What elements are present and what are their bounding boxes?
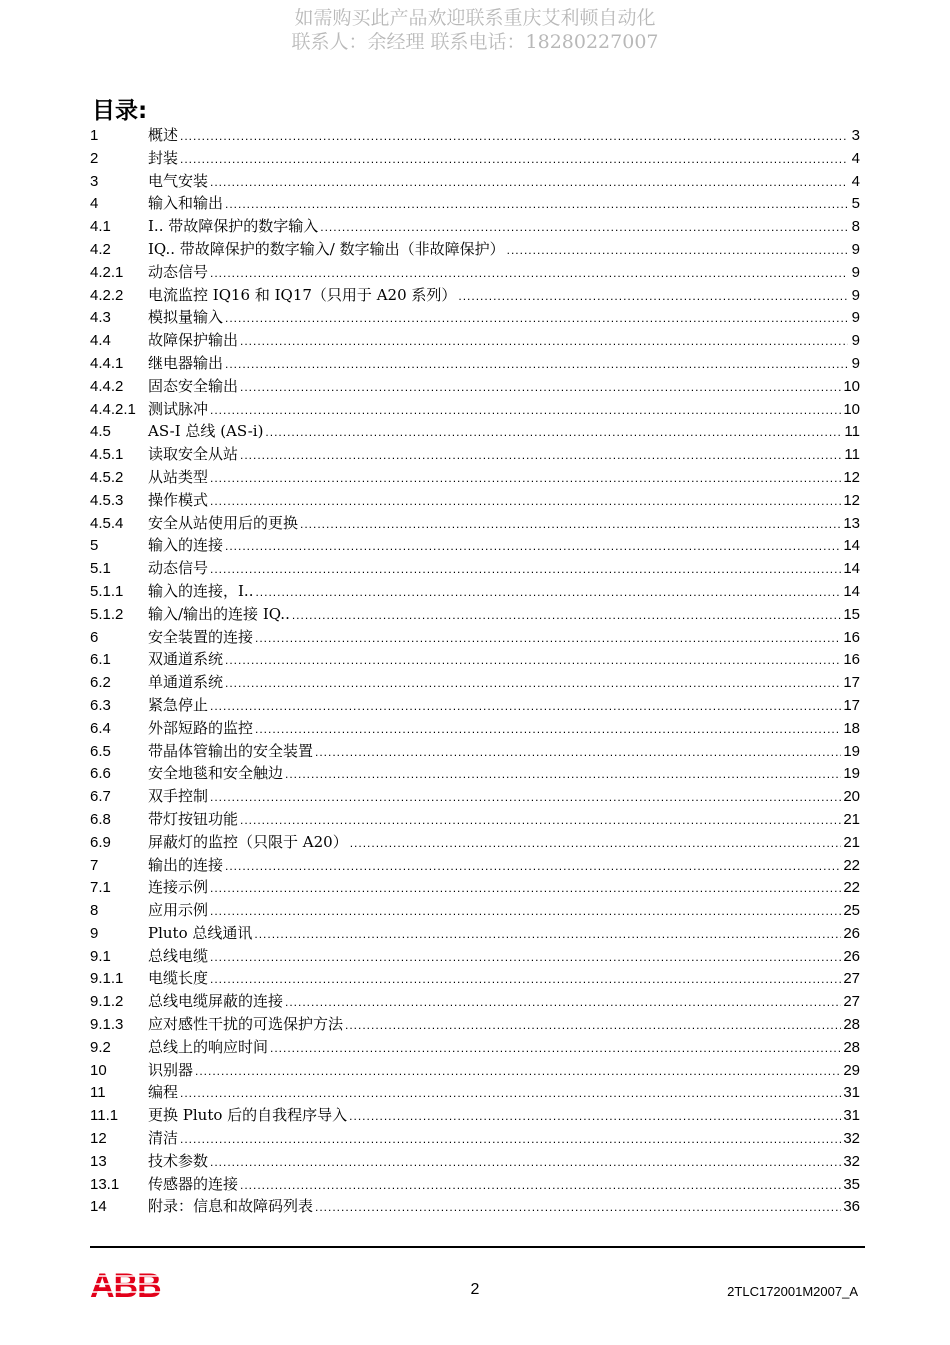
toc-entry-leader (210, 950, 841, 964)
document-code: 2TLC172001M2007_A (727, 1284, 858, 1299)
toc-entry-title: 故障保护输出 (148, 331, 239, 350)
toc-entry-number: 4.5.4 (90, 514, 124, 532)
toc-entry[interactable] (90, 899, 860, 922)
toc-entry-number: 5 (90, 537, 99, 555)
toc-entry-page: 20 (843, 788, 860, 806)
toc-entry-number: 7.1 (90, 879, 111, 897)
toc-entry-title: 概述 (148, 126, 179, 144)
toc-entry-leader (255, 585, 841, 599)
toc-entry-number: 6.8 (90, 810, 111, 828)
toc-entry-title: Pluto 总线通讯 (148, 923, 253, 942)
toc-entry-leader (210, 266, 848, 280)
toc-title: 目录: (92, 98, 148, 124)
toc-entry-title: 从站类型 (148, 467, 209, 486)
toc-entry-leader (210, 494, 841, 508)
toc-entry-leader (315, 1200, 841, 1214)
toc-entry-title: 输入/输出的连接 IQ.. (148, 604, 290, 623)
toc-entry-leader (320, 220, 848, 234)
toc-entry-title: 单通道系统 (148, 673, 224, 692)
toc-entry-leader (255, 631, 841, 645)
toc-entry-page: 35 (843, 1175, 860, 1193)
toc-entry-title: 屏蔽灯的监控（只限于 A20） (148, 832, 348, 851)
toc-entry-title: 操作模式 (148, 490, 209, 509)
toc-entry-page: 9 (851, 263, 860, 281)
toc-entry-title: 应用示例 (148, 901, 209, 920)
toc-entry[interactable] (90, 489, 860, 512)
toc-entry[interactable] (90, 808, 860, 831)
toc-entry-number: 13.1 (90, 1175, 120, 1193)
toc-entry-number: 9.1.1 (90, 970, 124, 988)
toc-entry-number: 6.9 (90, 833, 111, 851)
toc-entry-title: 输出的连接 (148, 855, 224, 874)
toc-entry-number: 1 (90, 127, 99, 144)
toc-entry[interactable] (90, 466, 860, 489)
toc-entry-page: 32 (843, 1130, 860, 1148)
footer-divider (90, 1246, 865, 1248)
toc-entry-number: 11 (90, 1084, 106, 1102)
toc-entry-number: 6.5 (90, 742, 111, 760)
toc-entry-leader (210, 562, 841, 576)
toc-entry-page: 21 (843, 810, 860, 828)
toc-entry-title: 传感器的连接 (148, 1174, 239, 1193)
toc-entry-number: 6.1 (90, 651, 111, 669)
toc-entry-title: 识别器 (148, 1060, 194, 1079)
toc-entry[interactable] (90, 443, 860, 466)
toc-entry-leader (225, 311, 848, 325)
toc-entry-title: 安全装置的连接 (148, 627, 254, 646)
svg-text:ABB: ABB (90, 1268, 161, 1300)
toc-entry[interactable] (90, 626, 860, 649)
watermark-line-1: 如需购买此产品欢迎联系重庆艾利顿自动化 (294, 7, 656, 29)
toc-entry-number: 9.1.2 (90, 993, 124, 1011)
toc-entry[interactable] (90, 238, 860, 261)
toc-entry-title: 模拟量输入 (148, 308, 224, 327)
toc-entry-number: 9.1 (90, 947, 111, 965)
toc-entry[interactable] (90, 375, 860, 398)
toc-entry[interactable] (90, 124, 860, 147)
toc-entry[interactable] (90, 1104, 860, 1127)
toc-entry-page: 16 (843, 628, 860, 646)
toc-entry-page: 22 (843, 879, 860, 897)
toc-entry-title: 输入和输出 (148, 194, 224, 213)
toc-entry[interactable] (90, 1036, 860, 1059)
toc-entry-leader (507, 243, 848, 257)
toc-entry-page: 28 (843, 1038, 860, 1056)
toc-entry-title: 安全地毯和安全触边 (148, 764, 284, 783)
toc-entry-number: 4.5.1 (90, 446, 124, 464)
toc-entry-leader (285, 767, 841, 781)
toc-entry-leader (225, 653, 841, 667)
toc-entry-title: I.. 带故障保护的数字输入 (148, 217, 319, 236)
toc-entry-title: 动态信号 (148, 262, 209, 281)
toc-entry-page: 15 (843, 605, 860, 623)
toc-entry-number: 5.1.1 (90, 582, 124, 600)
toc-entry-leader (240, 334, 848, 348)
toc-entry-number: 3 (90, 172, 99, 190)
toc-entry[interactable] (90, 329, 860, 352)
toc-entry-leader (255, 722, 841, 736)
toc-entry-title: IQ.. 带故障保护的数字输入/ 数字输出（非故障保护） (148, 239, 505, 258)
toc-entry-page: 10 (843, 400, 860, 418)
toc-entry-title: 连接示例 (148, 878, 209, 897)
toc-entry-leader (195, 1064, 841, 1078)
toc-entry[interactable] (90, 398, 860, 421)
toc-entry-number: 12 (90, 1130, 107, 1148)
toc-entry-page: 11 (844, 446, 860, 464)
toc-entry[interactable] (90, 420, 860, 443)
toc-entry-page: 19 (843, 765, 860, 783)
toc-entry[interactable] (90, 671, 860, 694)
toc-entry-leader (210, 904, 841, 918)
toc-entry-number: 13 (90, 1152, 107, 1170)
toc-entry-page: 32 (843, 1152, 860, 1170)
toc-entry[interactable] (90, 740, 860, 763)
toc-entry[interactable] (90, 1081, 860, 1104)
toc-entry-number: 9.1.3 (90, 1016, 124, 1034)
toc-entry-leader (210, 972, 841, 986)
toc-entry-title: 外部短路的监控 (148, 718, 254, 737)
toc-entry-title: 安全从站使用后的更换 (148, 513, 299, 532)
toc-entry-leader (210, 403, 841, 417)
toc-entry-page: 9 (851, 286, 860, 304)
toc-entry-title: 清洁 (148, 1129, 179, 1148)
toc-entry-number: 6.3 (90, 696, 111, 714)
toc-entry[interactable] (90, 648, 860, 671)
toc-entry-page: 3 (851, 127, 860, 144)
toc-entry-number: 4.3 (90, 309, 111, 327)
toc-entry-number: 4.4.2.1 (90, 400, 136, 418)
toc-entry[interactable] (90, 261, 860, 284)
toc-entry-title: 输入的连接 (148, 536, 224, 555)
toc-entry-title: 动态信号 (148, 559, 209, 578)
toc-entry-title: 输入的连接，I.. (148, 581, 254, 600)
toc-entry-page: 26 (843, 947, 860, 965)
toc-entry[interactable] (90, 717, 860, 740)
toc-entry-number: 8 (90, 902, 99, 920)
watermark-line-2: 联系人：余经理 联系电话：18280227007 (291, 31, 659, 53)
toc-entry-leader (315, 745, 841, 759)
toc-entry-leader (225, 357, 848, 371)
toc-entry-leader (240, 813, 841, 827)
toc-entry-page: 11 (844, 423, 860, 441)
toc-entry[interactable] (90, 1059, 860, 1082)
abb-logo (90, 1268, 172, 1300)
toc-entry-page: 14 (843, 560, 860, 578)
toc-entry[interactable] (90, 170, 860, 193)
toc-entry-leader (180, 1132, 841, 1146)
toc-entry-number: 6.4 (90, 719, 111, 737)
toc-entry-title: 电缆长度 (148, 969, 209, 988)
toc-entry-page: 13 (843, 514, 860, 532)
toc-entry-leader (458, 289, 848, 303)
toc-entry-title: 带灯按钮功能 (148, 809, 239, 828)
toc-entry-title: 电流监控 IQ16 和 IQ17（只用于 A20 系列） (148, 285, 457, 304)
toc-entry-title: 继电器输出 (148, 353, 224, 372)
toc-entry-title: 更换 Pluto 后的自我程序导入 (148, 1106, 348, 1125)
toc-entry-page: 27 (843, 970, 860, 988)
toc-entry-leader (180, 152, 848, 166)
toc-entry-page: 28 (843, 1016, 860, 1034)
toc-entry-leader (225, 197, 848, 211)
toc-entry-leader (265, 425, 842, 439)
toc-entry-page: 26 (843, 924, 860, 942)
toc-entry-leader (292, 608, 841, 622)
toc-entry-page: 14 (843, 582, 860, 600)
toc-entry-number: 9 (90, 924, 99, 942)
toc-entry[interactable] (90, 1150, 860, 1173)
toc-entry[interactable] (90, 603, 860, 626)
toc-entry-number: 14 (90, 1198, 107, 1216)
toc-entry-page: 12 (843, 491, 860, 509)
toc-entry-leader (300, 517, 841, 531)
toc-entry-page: 10 (843, 377, 860, 395)
toc-entry-leader (270, 1041, 841, 1055)
toc-entry[interactable] (90, 945, 860, 968)
toc-entry-page: 31 (843, 1084, 860, 1102)
toc-entry-page: 21 (843, 833, 860, 851)
toc-entry[interactable] (90, 854, 860, 877)
toc-entry-number: 4.2 (90, 240, 111, 258)
toc-entry[interactable] (90, 215, 860, 238)
toc-entry[interactable] (90, 147, 860, 170)
toc-entry-number: 4.2.1 (90, 263, 124, 281)
toc-entry[interactable] (90, 762, 860, 785)
toc-entry[interactable] (90, 557, 860, 580)
toc-entry-leader (285, 995, 841, 1009)
toc-entry-number: 4 (90, 195, 99, 213)
toc-entry-title: 应对感性干扰的可选保护方法 (148, 1015, 344, 1034)
toc-entry-page: 9 (851, 240, 860, 258)
toc-entry-number: 5.1 (90, 560, 111, 578)
toc-entry-leader (210, 881, 841, 895)
toc-entry[interactable] (90, 1195, 860, 1218)
watermark (0, 6, 950, 54)
toc-entry[interactable] (90, 512, 860, 535)
table-of-contents (90, 124, 860, 1218)
toc-entry-leader (225, 539, 841, 553)
toc-entry-title: 总线电缆屏蔽的连接 (148, 992, 284, 1011)
toc-entry-title: 紧急停止 (148, 695, 209, 714)
toc-entry-title: 测试脉冲 (148, 399, 209, 418)
toc-entry-number: 4.4.1 (90, 354, 124, 372)
toc-entry[interactable] (90, 990, 860, 1013)
toc-entry[interactable] (90, 306, 860, 329)
toc-entry[interactable] (90, 831, 860, 854)
toc-entry-number: 6.6 (90, 765, 111, 783)
toc-entry-leader (210, 471, 841, 485)
toc-entry-number: 2 (90, 149, 99, 167)
toc-entry-title: 带晶体管输出的安全装置 (148, 741, 314, 760)
toc-entry-page: 8 (851, 218, 860, 236)
toc-entry-title: 总线上的响应时间 (148, 1037, 269, 1056)
toc-entry-page: 9 (851, 354, 860, 372)
toc-entry-page: 9 (851, 309, 860, 327)
toc-entry-title: 双手控制 (148, 787, 209, 806)
toc-entry-title: 技术参数 (148, 1151, 209, 1170)
toc-entry-page: 18 (843, 719, 860, 737)
toc-entry[interactable] (90, 352, 860, 375)
toc-entry-number: 4.4 (90, 332, 111, 350)
toc-entry[interactable] (90, 967, 860, 990)
toc-entry-page: 12 (843, 468, 860, 486)
toc-entry-leader (240, 1178, 841, 1192)
toc-entry-title: 编程 (148, 1083, 179, 1102)
toc-entry-number: 4.2.2 (90, 286, 124, 304)
toc-entry-number: 4.1 (90, 218, 111, 236)
toc-entry-page: 5 (851, 195, 860, 213)
page-number: 2 (470, 1281, 480, 1298)
toc-entry-number: 4.4.2 (90, 377, 124, 395)
toc-entry-number: 6.2 (90, 674, 111, 692)
toc-entry-leader (210, 790, 841, 804)
toc-entry-number: 7 (90, 856, 99, 874)
toc-entry-page: 31 (843, 1107, 860, 1125)
toc-entry[interactable] (90, 580, 860, 603)
toc-entry-title: 电气安装 (148, 171, 209, 190)
toc-entry-leader (345, 1018, 841, 1032)
toc-entry-leader (180, 1086, 841, 1100)
toc-entry[interactable] (90, 1127, 860, 1150)
toc-entry-title: AS-I 总线 (AS-i) (148, 422, 264, 441)
toc-entry-page: 25 (843, 902, 860, 920)
toc-entry[interactable] (90, 922, 860, 945)
toc-entry-page: 29 (843, 1061, 860, 1079)
toc-entry-page: 4 (851, 172, 860, 190)
toc-entry-number: 5.1.2 (90, 605, 124, 623)
toc-entry-title: 固态安全输出 (148, 376, 239, 395)
toc-entry-leader (240, 380, 841, 394)
toc-entry-number: 6.7 (90, 788, 111, 806)
toc-entry-leader (210, 175, 848, 189)
toc-entry-page: 9 (851, 332, 860, 350)
toc-entry-leader (180, 129, 848, 143)
toc-entry-title: 双通道系统 (148, 650, 224, 669)
toc-entry-page: 17 (843, 674, 860, 692)
toc-entry-page: 16 (843, 651, 860, 669)
toc-entry-leader (210, 1155, 841, 1169)
toc-entry[interactable] (90, 785, 860, 808)
toc-entry-title: 封装 (148, 148, 179, 167)
toc-entry[interactable] (90, 192, 860, 215)
toc-entry-page: 19 (843, 742, 860, 760)
toc-entry[interactable] (90, 284, 860, 307)
toc-entry-title: 总线电缆 (148, 946, 209, 965)
toc-entry-page: 17 (843, 696, 860, 714)
toc-entry[interactable] (90, 1173, 860, 1196)
toc-entry[interactable] (90, 876, 860, 899)
toc-entry-leader (349, 1109, 841, 1123)
toc-entry-page: 27 (843, 993, 860, 1011)
toc-entry-number: 9.2 (90, 1038, 111, 1056)
toc-entry-leader (225, 859, 841, 873)
toc-entry[interactable] (90, 694, 860, 717)
toc-entry-leader (254, 927, 841, 941)
toc-entry-leader (350, 836, 842, 850)
toc-entry-page: 4 (851, 149, 860, 167)
toc-entry-title: 读取安全从站 (148, 445, 239, 464)
toc-entry-title: 附录：信息和故障码列表 (148, 1197, 314, 1216)
toc-entry-leader (225, 676, 841, 690)
toc-entry-page: 36 (843, 1198, 860, 1216)
toc-entry-number: 6 (90, 628, 99, 646)
toc-entry-page: 14 (843, 537, 860, 555)
toc-entry[interactable] (90, 534, 860, 557)
toc-entry-number: 11.1 (90, 1107, 119, 1125)
toc-entry-number: 10 (90, 1061, 107, 1079)
toc-entry-leader (240, 448, 842, 462)
toc-entry-leader (210, 699, 841, 713)
toc-entry-number: 4.5.3 (90, 491, 124, 509)
toc-entry-number: 4.5 (90, 423, 111, 441)
toc-entry-page: 22 (843, 856, 860, 874)
toc-entry-number: 4.5.2 (90, 468, 124, 486)
toc-entry[interactable] (90, 1013, 860, 1036)
